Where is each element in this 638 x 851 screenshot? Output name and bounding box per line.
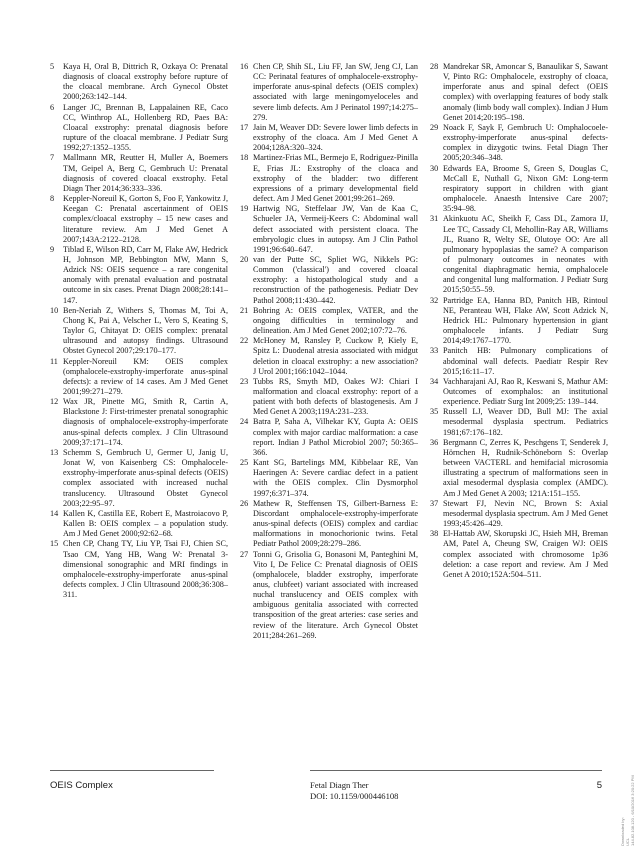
reference-item — [240, 255, 418, 306]
reference-item — [430, 499, 608, 529]
reference-number: 8 — [50, 194, 55, 204]
reference-text: Bergmann C, Zerres K, Peschgens T, Senderek J, Hörnchen H, Rudnik-Schöneborn S: Overlap between VACTERL and hemifacial microsomia illustrating a spectrum of malformations seen in axial mesodermal dysplasia complex (AMDC). Am J Med Genet A 2003; 121A:151–155. — [443, 437, 608, 498]
reference-number: 14 — [50, 508, 59, 518]
reference-number: 32 — [430, 295, 439, 305]
reference-text: El-Hattab AW, Skorupski JC, Hsieh MH, Breman AM, Patel A, Cheung SW, Craigen WJ: OEIS complex associated with chromosome 1p36 deletion: a case report and review. Am J Med Genet A 2010;152A:504–511. — [443, 529, 608, 579]
reference-number: 37 — [430, 498, 439, 508]
reference-item — [240, 499, 418, 550]
reference-item — [240, 336, 418, 377]
reference-number: 20 — [240, 254, 249, 264]
reference-item — [240, 458, 418, 499]
reference-number: 21 — [240, 305, 249, 315]
reference-number: 17 — [240, 122, 249, 132]
reference-item — [240, 377, 418, 418]
reference-item — [50, 539, 228, 600]
reference-text: van der Putte SC, Spliet WG, Nikkels PG: Common ('classical') and covered cloacal exstrophy: a histopathological study and a reconstruction of the pathogenesis. Pediatr Dev Pathol 2008;11:430–442. — [253, 254, 418, 305]
reference-item — [240, 123, 418, 153]
reference-text: Panitch HB: Pulmonary complications of abdominal wall defects. Paediatr Respir Rev 2015;16:11–17. — [443, 346, 608, 376]
reference-text: Batra P, Saha A, Vilhekar KY, Gupta A: OEIS complex with major cardiac malformation: a case report. Indian J Pathol Microbiol 2007; 50:365–366. — [253, 417, 418, 457]
reference-text: Mallmann MR, Reutter H, Muller A, Boemers TM, Geipel A, Berg C, Gembruch U: Prenatal diagnosis of covered cloacal exstrophy. Fetal Diagn Ther 2014;36:333–336. — [63, 153, 228, 193]
reference-number: 15 — [50, 539, 59, 549]
reference-text: Ben-Neriah Z, Withers S, Thomas M, Toi A, Chong K, Pai A, Velscher L, Vero S, Keating S, Taylor G, Chitayat D: OEIS complex: prenatal ultrasound and autopsy findings. Ultrasound Obstet Gynecol 2007;29:170–177. — [63, 305, 228, 356]
reference-number: 33 — [430, 346, 439, 356]
journal-name: Fetal Diagn Ther — [310, 780, 369, 790]
reference-item — [430, 407, 608, 437]
reference-text: Kaya H, Oral B, Dittrich R, Ozkaya O: Prenatal diagnosis of cloacal exstrophy before rupture of the cloacal membrane. Arch Gynecol Obstet 2000;263:142–144. — [63, 62, 228, 102]
reference-text: Noack F, Sayk F, Gembruch U: Omphalocoele-exstrophy-imperforate anus-spinal defects-complex in dizygotic twins. Fetal Diagn Ther 2005;20:346–348. — [443, 122, 608, 163]
reference-text: Langer JC, Brennan B, Lappalainen RE, Caco CC, Winthrop AL, Hollenberg RD, Paes BA: Cloacal exstrophy: prenatal diagnosis before rupture of the cloacal membrane. J Pediatr Surg 1992;27:1352–1355. — [63, 102, 228, 153]
reference-number: 35 — [430, 407, 439, 417]
download-stamp-line-2: UCL — [625, 837, 630, 846]
reference-text: Keppler-Noreuil K, Gorton S, Foo F, Yankowitz J, Keegan C: Prenatal ascertainment of OEIS complex/cloacal exstrophy – 15 new cases and literature review. Am J Med Genet A 2007;143A:2122–2128. — [63, 194, 228, 244]
reference-text: Keppler-Noreuil KM: OEIS complex (omphalocele-exstrophy-imperforate anus-spinal defects): a review of 14 cases. Am J Med Genet 2001;99:271–279. — [63, 356, 228, 396]
reference-item — [240, 417, 418, 458]
reference-number: 27 — [240, 549, 249, 559]
reference-item — [240, 204, 418, 255]
doi-link[interactable]: DOI: 10.1159/000446108 — [310, 791, 399, 801]
reference-item — [240, 62, 418, 123]
reference-number: 10 — [50, 305, 59, 315]
reference-text: Jain M, Weaver DD: Severe lower limb defects in exstrophy of the cloaca. Am J Med Genet A 2004;128A:320–324. — [253, 122, 418, 153]
reference-number: 31 — [430, 214, 439, 224]
footer-rule-right — [310, 770, 602, 771]
reference-number: 13 — [50, 447, 59, 457]
reference-number: 9 — [50, 244, 55, 254]
reference-text: Schemm S, Gembruch U, Germer U, Janig U, Jonat W, von Kaisenberg CS: Omphalocele-exstrophy-imperforate anus-spinal defects (OEIS) complex associated with increased nuchal translucency. Ultrasound Obstet Gynecol 2003;22:95–97. — [63, 447, 228, 508]
reference-item — [430, 62, 608, 123]
reference-item — [430, 346, 608, 376]
footer-rule-left — [50, 770, 214, 771]
reference-text: Mathew R, Steffensen TS, Gilbert-Barness E: Discordant omphalocele-exstrophy-imperforate anus-spinal defects (OEIS) complex and cardiac malformations in monochorionic twins. Fetal Pediatr Pathol 2009;28:279–286. — [253, 498, 418, 549]
reference-text: Partridge EA, Hanna BD, Panitch HB, Rintoul NE, Peranteau WH, Flake AW, Scott Adzick N, Hedrick HL: Pulmonary hypertension in giant omphalocele infants. J Pediatr Surg 2014;49:1767–1770. — [443, 295, 608, 346]
running-title: OEIS Complex — [50, 780, 113, 791]
reference-number: 38 — [430, 529, 439, 539]
download-stamp — [620, 775, 635, 846]
reference-text: Vachharajani AJ, Rao R, Keswani S, Mathur AM: Outcomes of exomphalos: an institutional experience. Pediatr Surg Int 2009;25: 139–144. — [443, 376, 608, 407]
reference-item — [430, 377, 608, 407]
reference-item — [240, 550, 418, 641]
reference-item — [50, 62, 228, 103]
reference-number: 11 — [50, 356, 58, 366]
reference-text: Mandrekar SR, Amoncar S, Banaulikar S, Sawant V, Pinto RG: Omphalocele, exstrophy of cloaca, imperforate anus and spinal defect (OEIS complex) with overlapping features of body stalk anomaly (limb body wall complex). Indian J Hum Genet 2014;20:195–198. — [443, 62, 608, 122]
page-footer — [50, 770, 602, 820]
reference-number: 25 — [240, 458, 249, 468]
reference-text: Tubbs RS, Smyth MD, Oakes WJ: Chiari I malformation and cloacal exstrophy: report of a patient with both defects of blastogenesis. Am J Med Genet A 2003;119A:231–233. — [253, 376, 418, 417]
reference-text: Wax JR, Pinette MG, Smith R, Cartin A, Blackstone J: First-trimester prenatal sonographic diagnosis of omphalocele-exstrophy-imperforate anus-spinal defects complex. J Clin Ultrasound 2009;37:171–174. — [63, 397, 228, 447]
reference-item — [50, 103, 228, 154]
reference-text: Hartwig NG, Steffelaar JW, Van de Kaa C, Schueler JA, Vermeij-Keers C: Abdominal wall defect associated with persistent cloaca. The embryologic clues in autopsy. Am J Clin Pathol 1991;96:640–647. — [253, 204, 418, 254]
reference-number: 29 — [430, 122, 439, 132]
reference-item — [430, 296, 608, 347]
reference-text: Kallen K, Castilla EE, Robert E, Mastroiacovo P, Kallen B: OEIS complex – a population study. Am J Med Genet 2000;92:62–68. — [63, 508, 228, 539]
page-number: 5 — [596, 780, 602, 791]
reference-item — [50, 153, 228, 194]
reference-item — [50, 194, 228, 245]
reference-text: Akinkuotu AC, Sheikh F, Cass DL, Zamora IJ, Lee TC, Cassady CI, Mehollin-Ray AR, Williams JL, Ruano R, Welty SE, Olutoye OO: Are all pulmonary hypoplasias the same? A comparison of pulmonary outcomes in neonates with congenital diaphragmatic hernia, omphalocele and congenital lung malformation. J Pediatr Surg 2015;50:55–59. — [443, 214, 608, 295]
reference-number: 23 — [240, 376, 249, 386]
reference-number: 24 — [240, 417, 249, 427]
reference-item — [430, 438, 608, 499]
reference-number: 6 — [50, 102, 55, 112]
journal-info — [310, 780, 398, 802]
reference-item — [430, 529, 608, 580]
reference-number: 34 — [430, 376, 439, 386]
reference-text: Stewart FJ, Nevin NC, Brown S: Axial mesodermal dysplasia spectrum. Am J Med Genet 1993;45:426–429. — [443, 498, 608, 529]
download-stamp-line-3: 144.82.108.120 - 6/10/2016 3:20:22 PM — [630, 775, 635, 846]
reference-number: 7 — [50, 153, 55, 163]
reference-number: 22 — [240, 336, 249, 346]
reference-text: Tonni G, Grisolia G, Bonasoni M, Panteghini M, Vito I, De Felice C: Prenatal diagnosis of OEIS (omphalocele, bladder exstrophy, imperforate anus, clubfeet) variant associated with increased nuchal translucency and OEIS complex with ambiguous genitalia associated with corrected transposition of the great arteries: case series and review of the literature. Arch Gynecol Obstet 2011;284:261–269. — [253, 549, 418, 640]
reference-text: Chen CP, Shih SL, Liu FF, Jan SW, Jeng CJ, Lan CC: Perinatal features of omphalocele-exstrophy-imperforate anus-spinal defects (OEIS complex) associated with large meningomyeloceles and severe limb defects. Am J Perinatol 1997;14:275–279. — [253, 62, 418, 122]
reference-number: 30 — [430, 163, 439, 173]
reference-number: 12 — [50, 397, 59, 407]
reference-number: 36 — [430, 437, 439, 447]
reference-item — [430, 123, 608, 164]
reference-number: 26 — [240, 498, 249, 508]
reference-item — [430, 214, 608, 295]
reference-number: 18 — [240, 153, 249, 163]
reference-text: Russell LJ, Weaver DD, Bull MJ: The axial mesodermal dysplasia spectrum. Pediatrics 1981;67:176–182. — [443, 407, 608, 437]
reference-item — [50, 509, 228, 539]
reference-text: Edwards EA, Broome S, Green S, Douglas C, McCall E, Nuthall G, Nixon GM: Long-term respiratory support in children with giant omphalocele. Anaesth Intensive Care 2007; 35:94–98. — [443, 163, 608, 214]
reference-text: Bohring A: OEIS complex, VATER, and the ongoing difficulties in terminology and delineation. Am J Med Genet 2002;107:72–76. — [253, 305, 418, 336]
reference-item — [430, 164, 608, 215]
reference-item — [50, 357, 228, 398]
reference-text: Tiblad E, Wilson RD, Carr M, Flake AW, Hedrick H, Johnson MP, Bebbington MW, Mann S, Adzick NS: OEIS sequence – a rare congenital anomaly with prenatal evaluation and postnatal outcome in six cases. Prenat Diagn 2008;28:141–147. — [63, 244, 228, 305]
reference-number: 5 — [50, 62, 55, 71]
reference-item — [240, 153, 418, 204]
reference-item — [50, 245, 228, 306]
reference-text: McHoney M, Ransley P, Cuckow P, Kiely E, Spitz L: Duodenal atresia associated with midgut deletion in cloacal exstrophy: a new association? J Urol 2001;166:1042–1044. — [253, 336, 418, 376]
reference-number: 16 — [240, 62, 249, 71]
reference-number: 28 — [430, 62, 439, 71]
reference-text: Chen CP, Chang TY, Liu YP, Tsai FJ, Chien SC, Tsao CM, Yang HB, Wang W: Prenatal 3-dimensional sonographic and MRI findings in omphalocele-exstrophy-imperforate anus-spinal defects complex. J Clin Ultrasound 2008;36:308–311. — [63, 539, 228, 600]
reference-item — [50, 397, 228, 448]
reference-item — [240, 306, 418, 336]
reference-item — [50, 448, 228, 509]
reference-text: Martinez-Frias ML, Bermejo E, Rodriguez-Pinilla E, Frias JL: Exstrophy of the cloaca and exstrophy of the bladder: two different expressions of a primary developmental field defect. Am J Med Genet 2001;99:261–269. — [253, 153, 418, 204]
reference-column-3 — [430, 62, 608, 580]
reference-text: Kant SG, Bartelings MM, Kibbelaar RE, Van Haeringen A: Severe cardiac defect in a patient with the OEIS complex. Clin Dysmorphol 1997;6:371–374. — [253, 458, 418, 498]
reference-column-1 — [50, 62, 228, 600]
reference-item — [50, 306, 228, 357]
download-stamp-line-1: Downloaded by: — [620, 817, 625, 846]
reference-column-2 — [240, 62, 418, 641]
reference-number: 19 — [240, 204, 249, 214]
